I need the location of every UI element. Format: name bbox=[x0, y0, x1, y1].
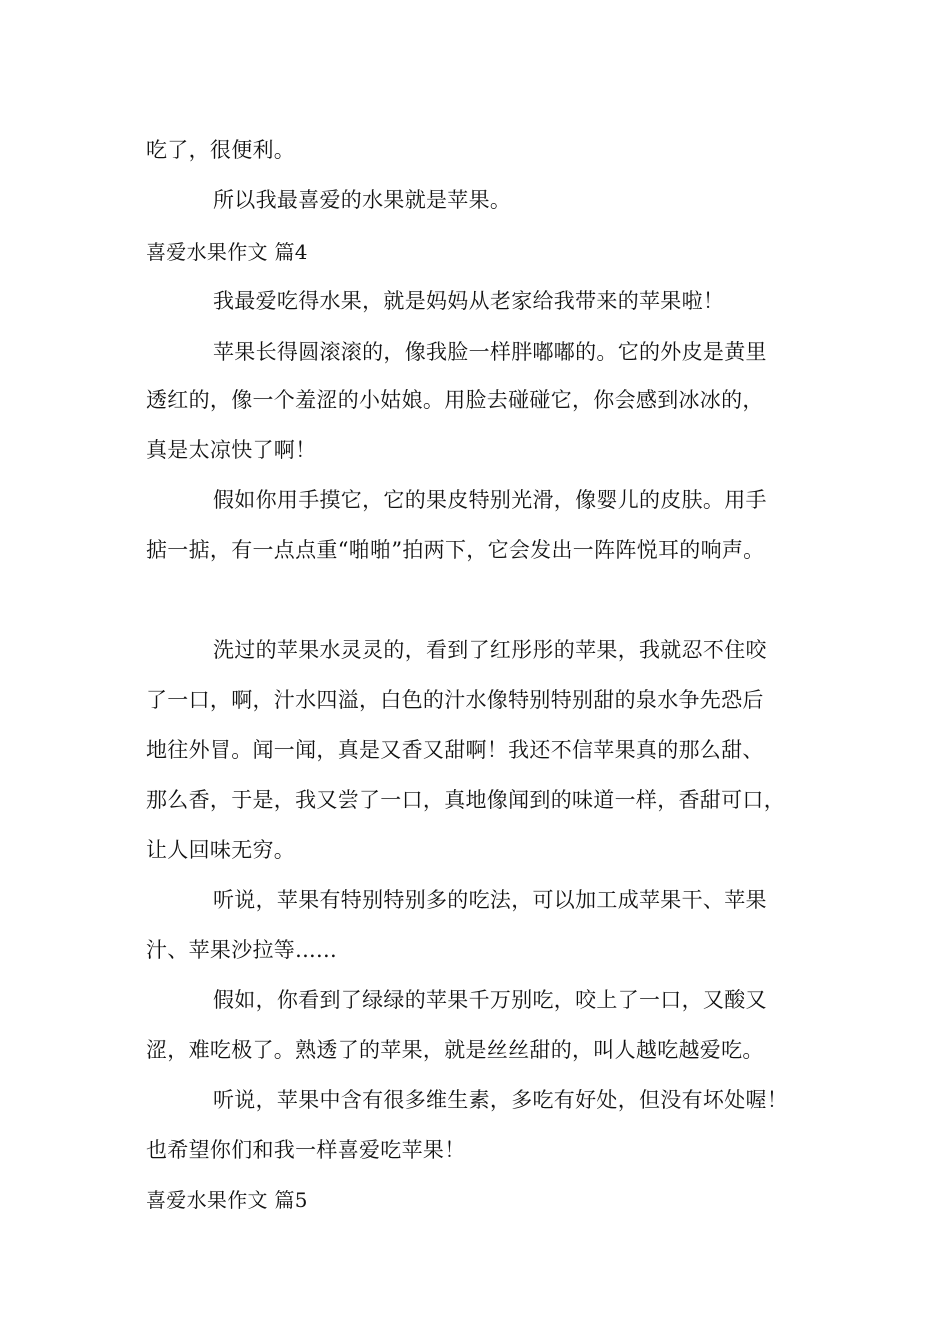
paragraph-line: 透红的，像一个羞涩的小姑娘。用脸去碰碰它，你会感到冰冰的， bbox=[146, 388, 764, 412]
paragraph-line: 掂一掂，有一点点重“啪啪”拍两下，它会发出一阵阵悦耳的响声。 bbox=[146, 538, 765, 562]
paragraph-line: 地往外冒。闻一闻，真是又香又甜啊！我还不信苹果真的那么甜、 bbox=[146, 738, 764, 762]
paragraph-line: 假如，你看到了绿绿的苹果千万别吃，咬上了一口，又酸又 bbox=[213, 988, 767, 1012]
paragraph-line: 苹果长得圆滚滚的，像我脸一样胖嘟嘟的。它的外皮是黄里 bbox=[213, 340, 767, 364]
paragraph-line: 那么香，于是，我又尝了一口，真地像闻到的味道一样，香甜可口， bbox=[146, 788, 785, 812]
paragraph-line: 我最爱吃得水果，就是妈妈从老家给我带来的苹果啦！ bbox=[213, 289, 725, 313]
paragraph-line: 了一口，啊，汁水四溢，白色的汁水像特别特别甜的泉水争先恐后 bbox=[146, 688, 764, 712]
paragraph-line: 听说，苹果中含有很多维生素，多吃有好处，但没有坏处喔！ bbox=[213, 1088, 789, 1112]
paragraph-line: 假如你用手摸它，它的果皮特别光滑，像婴儿的皮肤。用手 bbox=[213, 488, 767, 512]
paragraph-line: 让人回味无穷。 bbox=[146, 838, 296, 862]
section-heading: 喜爱水果作文 篇4 bbox=[146, 240, 308, 264]
paragraph-line: 听说，苹果有特别特别多的吃法，可以加工成苹果干、苹果 bbox=[213, 888, 767, 912]
paragraph-line: 汁、苹果沙拉等...... bbox=[146, 938, 337, 962]
paragraph-line: 涩，难吃极了。熟透了的苹果，就是丝丝甜的，叫人越吃越爱吃。 bbox=[146, 1038, 764, 1062]
paragraph-line: 真是太凉快了啊！ bbox=[146, 438, 317, 462]
paragraph-line: 洗过的苹果水灵灵的，看到了红彤彤的苹果，我就忍不住咬 bbox=[213, 638, 767, 662]
section-heading: 喜爱水果作文 篇5 bbox=[146, 1188, 308, 1212]
paragraph-line: 也希望你们和我一样喜爱吃苹果！ bbox=[146, 1138, 466, 1162]
paragraph-line: 吃了，很便利。 bbox=[146, 138, 296, 162]
paragraph-line: 所以我最喜爱的水果就是苹果。 bbox=[213, 188, 512, 212]
